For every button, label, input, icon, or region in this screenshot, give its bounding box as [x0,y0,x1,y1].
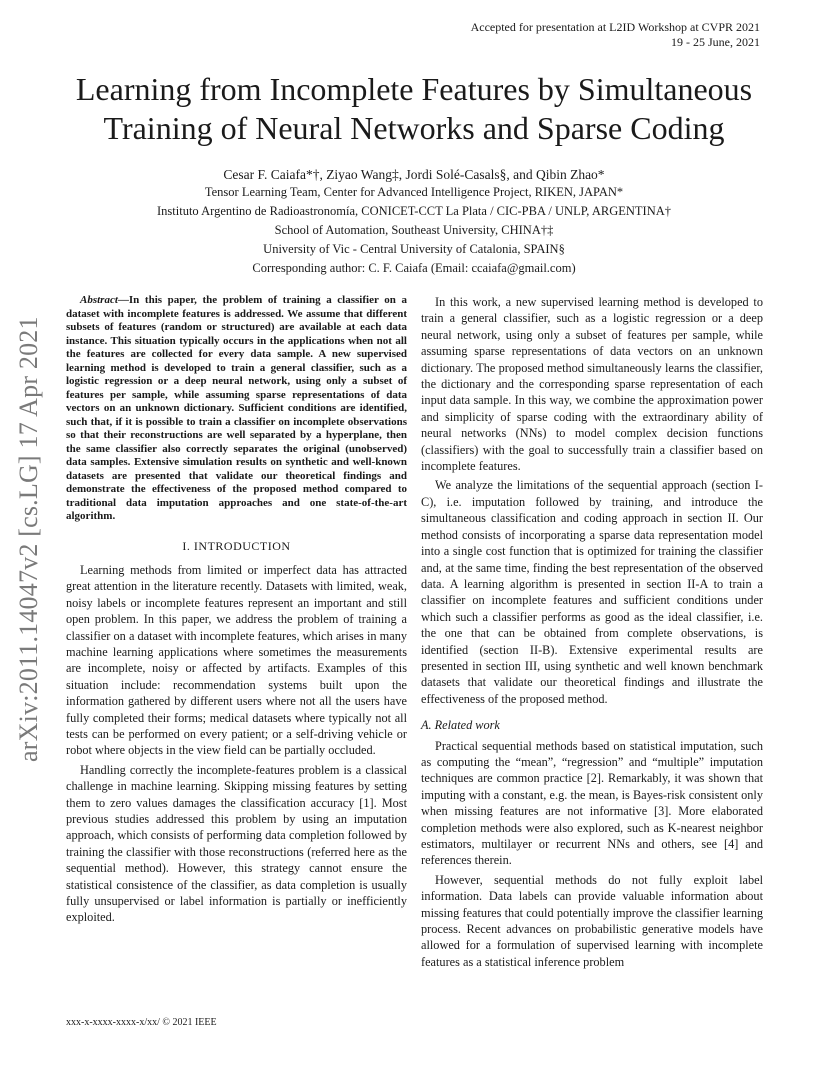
right-column [421,294,763,973]
paragraph: In this work, a new supervised learning method is developed to train a general classifier, such as a logistic regression or a deep neural network, using only a subset of features per sample, while assuming sparse representations of data vectors on an unknown dictionary. The proposed method simultaneously learns the classifier, the dictionary and the corresponding sparse representation of each input data sample. In this way, we combine the approximation power and simplicity of sparse coding with the extraordinary ability of neural networks (NNs) to model complex decision functions (classifiers) with the goal to successfully train a classifier based on incomplete features. [421,295,763,474]
abstract-text: —In this paper, the problem of training a classifier on a dataset with incomplete features is addressed. We assume that different subsets of features (random or structured) are available at each data instance. This situation typically occurs in the applications when not all the features are collected for every data sample. A new supervised learning method is developed to train a general classifier, such as a logistic regression or a deep neural network, using only a subset of features per sample, while assuming sparse representations of data vectors on an unknown dictionary. Sufficient conditions are identified, such that, if it is possible to train a classifier on incomplete observations so that their reconstructions are well separated by a hyperplane, then the same classifier also correctly separates the original (unobserved) data samples. Extensive simulation results on synthetic and well-known datasets are presented that validate our theoretical findings and demonstrate the effectiveness of the proposed method compared to traditional data imputation approaches and one state-of-the-art algorithm. [66,294,407,522]
paragraph: We analyze the limitations of the sequential approach (section I-C), i.e. imputation followed by training, and introduce the simultaneous classification and coding approach in section II. Our method consists of incorporating a sparse data representation model into a single cost function that is optimized for training the classifier and, at the same time, finding the best representation of the observed data. A learning algorithm is presented in section II-A to train a classifier on incomplete features and sufficient conditions under which such a classifier performs as good as the ideal classifier, i.e. the one that can be obtained from complete observations, is identified (section II-B). Extensive experimental results are presented in section III, using synthetic and well known benchmark datasets that validate our theoretical findings and illustrate the effectiveness of the proposed method. [421,478,763,706]
subsection-heading-related-work: A. Related work [421,718,500,733]
abstract-label: Abstract [80,294,118,306]
left-column [66,294,407,929]
author-list: Cesar F. Caiafa*†, Ziyao Wang‡, Jordi Solé-Casals§, and Qibin Zhao* [223,167,605,182]
abstract [66,294,407,524]
affiliation-riken: Tensor Learning Team, Center for Advanced Intelligence Project, RIKEN, JAPAN* [204,185,624,199]
paragraph: Learning methods from limited or imperfect data has attracted great attention in the literature recently. Datasets with limited, weak, noisy labels or incomplete features represent an important and still open problem. In this paper, we address the problem of training a classifier on a dataset with incomplete features, which arises in many machine learning applications where sometimes the measurements are incomplete, noisy or affected by artifacts. Examples of this situation include: recommendation systems built upon the information gathered by different users where not all the users have fully completed their forms; medical datasets where typically not all tests can be performed on every patient; or a self-driving vehicle or robot where objects in the view field can be partially occluded. [66,562,407,758]
paragraph: Handling correctly the incomplete-features problem is a classical challenge in machine learning. Skipping missing features by setting them to zero values damages the classification accuracy [1]. Most previous studies addressed this problem by using an imputation approach, which consists of performing data completion followed by training the classifier with those reconstructions (referred here as the sequential method). However, this strategy cannot ensure the statistical consistence of the classifier, as data completion is usually fully unsupervised or label information is partially or inefficiently exploited. [66,762,407,925]
copyright-footer: xxx-x-xxxx-xxxx-x/xx/ © 2021 IEEE [66,1017,217,1028]
paragraph: However, sequential methods do not fully exploit label information. Data labels can provide valuable information about missing features that could potentially improve the classifier learning process. Recent advances on probabilistic generative models have allowed for a formulation of supervised learning with incomplete features as a statistical inference problem [421,872,763,969]
conference-notice [471,20,760,50]
section-heading-introduction: I. INTRODUCTION [182,538,291,553]
conference-dates: 19 - 25 June, 2021 [671,35,760,49]
paragraph: Practical sequential methods based on statistical imputation, such as computing the “mean”, “regression” and “multiple” imputation techniques are common practice [2]. Remarkably, it was shown that imputing with a constant, e.g. the mean, is Bayes-risk consistent only when missing features are not informative [3]. More elaborated completion methods were also explored, such as K-nearest neighbor estimators, multilayer or recurrent NNs and others, see [4] and references therein. [421,738,763,868]
affiliation-southeast: School of Automation, Southeast University, CHINA†‡ [274,223,554,237]
affiliations [60,183,768,278]
corresponding-author: Corresponding author: C. F. Caiafa (Email: ccaiafa@gmail.com) [252,261,576,275]
title-line-1: Learning from Incomplete Features by Simultaneous [75,71,753,107]
conference-notice-line: Accepted for presentation at L2ID Workshop at CVPR 2021 [470,20,760,34]
paper-title [40,70,788,148]
affiliation-vic: University of Vic - Central University of Catalonia, SPAIN§ [263,242,565,256]
affiliation-conicet: Instituto Argentino de Radioastronomía, CONICET-CCT La Plata / CIC-PBA / UNLP, ARGENTINA† [157,204,671,218]
title-line-2: Training of Neural Networks and Sparse Coding [103,110,725,146]
arxiv-stamp: arXiv:2011.14047v2 [cs.LG] 17 Apr 2021 [14,316,43,762]
